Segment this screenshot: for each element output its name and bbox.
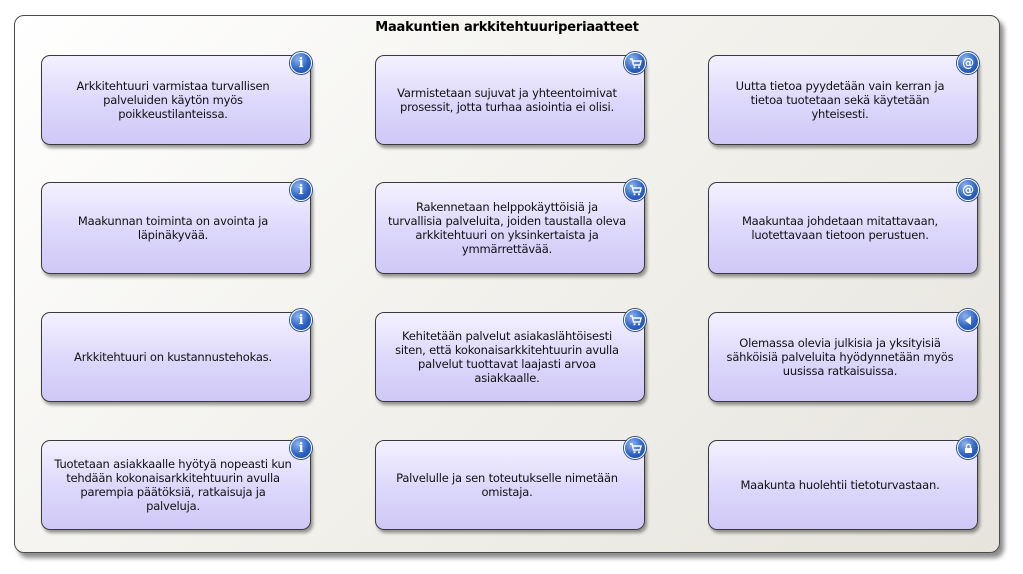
principle-text: Palvelulle ja sen toteutukselle nimetään omistaja. [396, 471, 618, 499]
cart-icon [624, 437, 646, 459]
principle-text: Maakunnan toiminta on avointa ja läpinäkyvää. [77, 214, 269, 242]
principle-card [708, 182, 978, 274]
principle-text: Maakunta huolehtii tietoturvastaan. [740, 478, 940, 492]
at-icon: @ [957, 179, 979, 201]
cart-icon [624, 309, 646, 331]
principle-text: Varmistetaan sujuvat ja yhteentoimivat prosessit, jotta turhaa asiointia ei olisi. [397, 86, 617, 114]
principle-text: Rakennetaan helppokäyttöisiä ja turvallisia palveluita, joiden taustalla oleva arkkitehtuuri on yksinkertaista ja ymmärrettävää. [388, 200, 627, 256]
principle-text: Arkkitehtuuri varmistaa turvallisen palveluiden käytön myös poikkeustilanteissa. [76, 79, 270, 121]
principle-card [708, 440, 978, 530]
principle-card [708, 312, 978, 402]
principle-card [41, 182, 311, 274]
principle-text: Olemassa olevia julkisia ja yksityisiä sähköisiä palveluita hyödynnetään myös uusissa ratkaisuissa. [726, 336, 954, 378]
principle-text: Tuotetaan asiakkaalle hyötyä nopeasti kun tehdään kokonaisarkkitehtuurin avulla parempia päätöksiä, ratkaisuja ja palveluja. [54, 457, 292, 513]
back-arrow-icon [957, 309, 979, 331]
principle-card [375, 182, 645, 274]
principle-card [41, 55, 311, 145]
cart-icon [624, 52, 646, 74]
principle-card [708, 55, 978, 145]
principle-card [41, 440, 311, 530]
principle-text: Kehitetään palvelut asiakaslähtöisesti siten, että kokonaisarkkitehtuurin avulla palvelut tuottavat laajasti arvoa asiakkaalle. [395, 329, 619, 385]
info-icon: i [290, 179, 312, 201]
principle-text: Arkkitehtuuri on kustannustehokas. [74, 350, 272, 364]
principle-card [41, 312, 311, 402]
principle-text: Uutta tietoa pyydetään vain kerran ja tietoa tuotetaan sekä käytetään yhteisesti. [735, 79, 945, 121]
principle-card [375, 312, 645, 402]
principle-text: Maakuntaa johdetaan mitattavaan, luotettavaan tietoon perustuen. [741, 214, 939, 242]
info-icon: i [290, 309, 312, 331]
info-icon: i [290, 52, 312, 74]
principle-card [375, 440, 645, 530]
at-icon: @ [957, 52, 979, 74]
cart-icon [624, 179, 646, 201]
diagram-title: Maakuntien arkkitehtuuriperiaatteet [375, 20, 639, 35]
lock-icon [957, 437, 979, 459]
info-icon: i [290, 437, 312, 459]
principle-card [375, 55, 645, 145]
